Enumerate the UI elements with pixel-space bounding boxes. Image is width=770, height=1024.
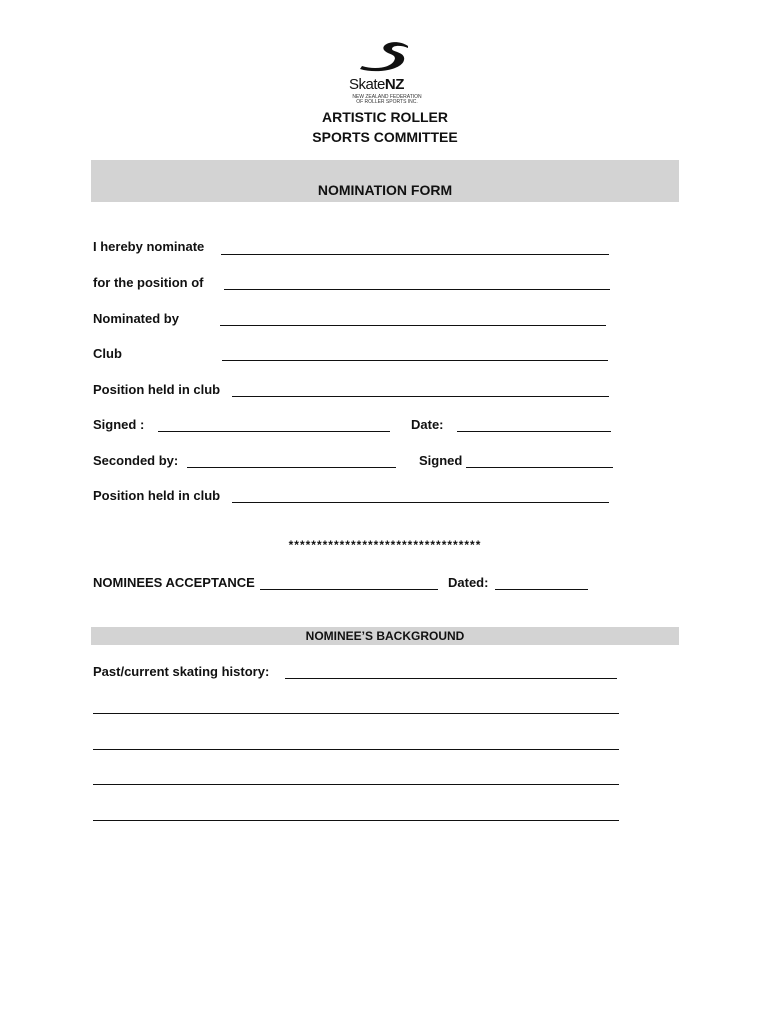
background-title-band: [91, 627, 679, 645]
date-field[interactable]: [457, 431, 611, 432]
seconded-by-field[interactable]: [187, 467, 396, 468]
skate-s-icon: [358, 40, 412, 72]
logo-wordmark: SkateNZ: [349, 76, 404, 93]
signed2-label: Signed: [419, 453, 463, 468]
dated-label: Dated:: [448, 575, 489, 590]
committee-line-1: ARTISTIC ROLLER: [322, 109, 448, 125]
position-field[interactable]: [224, 289, 610, 290]
position-held-field-2[interactable]: [232, 502, 609, 503]
history-label: Past/current skating history:: [93, 664, 270, 679]
position-held-field[interactable]: [232, 396, 609, 397]
club-label: Club: [93, 346, 122, 361]
club-field[interactable]: [222, 360, 608, 361]
acceptance-label: NOMINEES ACCEPTANCE: [93, 575, 255, 590]
logo-federation-text: NEW ZEALAND FEDERATION OF ROLLER SPORTS INC.: [352, 94, 422, 105]
history-line-4[interactable]: [93, 820, 619, 821]
signed-label: Signed :: [93, 417, 145, 432]
form-title: NOMINATION FORM: [317, 182, 453, 198]
nominate-label: I hereby nominate: [93, 239, 205, 254]
position-held-label: Position held in club: [93, 382, 221, 397]
dated-field[interactable]: [495, 589, 588, 590]
position-held-label-2: Position held in club: [93, 488, 221, 503]
committee-line-2: SPORTS COMMITTEE: [312, 129, 458, 145]
history-line-3[interactable]: [93, 784, 619, 785]
nominee-name-field[interactable]: [221, 254, 609, 255]
history-line-2[interactable]: [93, 749, 619, 750]
nominated-by-label: Nominated by: [93, 311, 179, 326]
history-line-1[interactable]: [93, 713, 619, 714]
nominated-by-field[interactable]: [220, 325, 606, 326]
seconded-by-label: Seconded by:: [93, 453, 179, 468]
separator-stars: **********************************: [288, 538, 482, 552]
skatenz-logo: [340, 40, 430, 106]
date-label: Date:: [411, 417, 444, 432]
signed-field[interactable]: [158, 431, 390, 432]
form-title-band: [91, 160, 679, 202]
background-title: NOMINEE’S BACKGROUND: [305, 629, 465, 643]
history-field[interactable]: [285, 678, 617, 679]
signed2-field[interactable]: [466, 467, 613, 468]
acceptance-field[interactable]: [260, 589, 438, 590]
position-label: for the position of: [93, 275, 204, 290]
